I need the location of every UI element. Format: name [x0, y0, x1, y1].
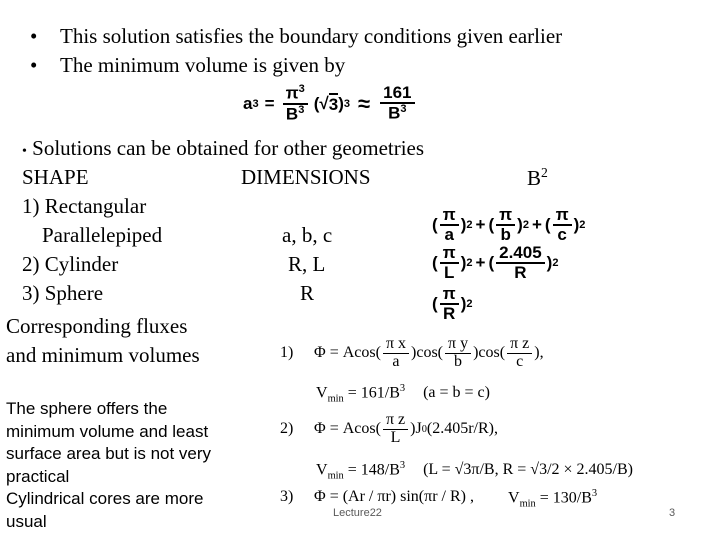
- vmin-rectangular: $V_{min} = 161/B^3$ (a = b = c): [316, 383, 490, 405]
- bullet-other-geometries: • Solutions can be obtained for other geometries: [22, 136, 425, 160]
- header-dimensions: DIMENSIONS: [241, 165, 371, 189]
- shape-parallelepiped: Parallelepiped: [42, 223, 163, 247]
- dims-rl: R, L: [288, 252, 326, 276]
- flux-rectangular: 1) Φ = Acos( $\frac{\text{π x}}{a}$ )cos( $\frac{\text{π y}}{b}$ )cos( $\frac{\text{π z}}{c}$ ),: [280, 335, 544, 370]
- flux-sphere: 3) Φ = (Ar / πr) sin(πr / R) ,: [280, 488, 474, 505]
- vmin-cylinder: $V_{min} = 148/B^3$ (L = √3π/B, R = √3/2 × 2.405/B): [316, 460, 633, 482]
- bsq-cylinder: ( $\frac{\pi}{L}$ ) 2 + ( $\frac{2.405}{R}$ ) 2: [432, 243, 559, 282]
- bullet-dot: •: [30, 53, 38, 77]
- 161-over-b-cubed: $\frac{161}{B^3}$: [380, 84, 414, 122]
- dims-r: R: [300, 281, 315, 305]
- fluxes-label-line2: and minimum volumes: [6, 343, 200, 367]
- footer-lecture: Lecture22: [333, 507, 382, 519]
- header-b-squared: $B^2$: [527, 165, 548, 190]
- bullet-dot: •: [22, 144, 27, 159]
- sqrt-symbol: √: [319, 93, 329, 113]
- pi-cubed-over-b-cubed: $\frac{\pi^3}{B^3}$: [283, 84, 308, 123]
- dims-abc: a, b, c: [282, 223, 333, 247]
- minimum-volume-formula: a 3 = $\frac{\pi^3}{B^3}$ ( √ 3 ) 3 ≈ $\frac{161}{B^3}$: [243, 84, 417, 123]
- header-shape: SHAPE: [22, 165, 89, 189]
- bsq-sphere: ( $\frac{\pi}{R}$ ) 2: [432, 284, 473, 323]
- bsq-rectangular: ( $\frac{\pi}{a}$ ) 2 + ( $\frac{\pi}{b}$ ) 2 + ( $\frac{\pi}{c}$ ) 2: [432, 205, 586, 244]
- flux-cylinder: 2) Φ = Acos( $\frac{\text{π z}}{L}$ )J 0 (2.405r/R),: [280, 411, 498, 446]
- bullet-minimum-volume: • The minimum volume is given by: [30, 53, 346, 77]
- shape-sphere: 3) Sphere: [22, 281, 104, 305]
- sphere-note: The sphere offers the minimum volume and least surface area but is not very practical Cylindrical cores are more usual: [6, 399, 212, 531]
- bullet-dot: •: [30, 24, 38, 48]
- fluxes-label-line1: Corresponding fluxes: [6, 314, 188, 338]
- shape-cylinder: 2) Cylinder: [22, 252, 119, 276]
- vmin-sphere: $V_{min} = 130/B^3$: [508, 488, 598, 510]
- page-number: 3: [669, 507, 676, 519]
- bullet-boundary-conditions: • This solution satisfies the boundary conditions given earlier: [30, 24, 563, 48]
- shape-rectangular: 1) Rectangular: [22, 194, 147, 218]
